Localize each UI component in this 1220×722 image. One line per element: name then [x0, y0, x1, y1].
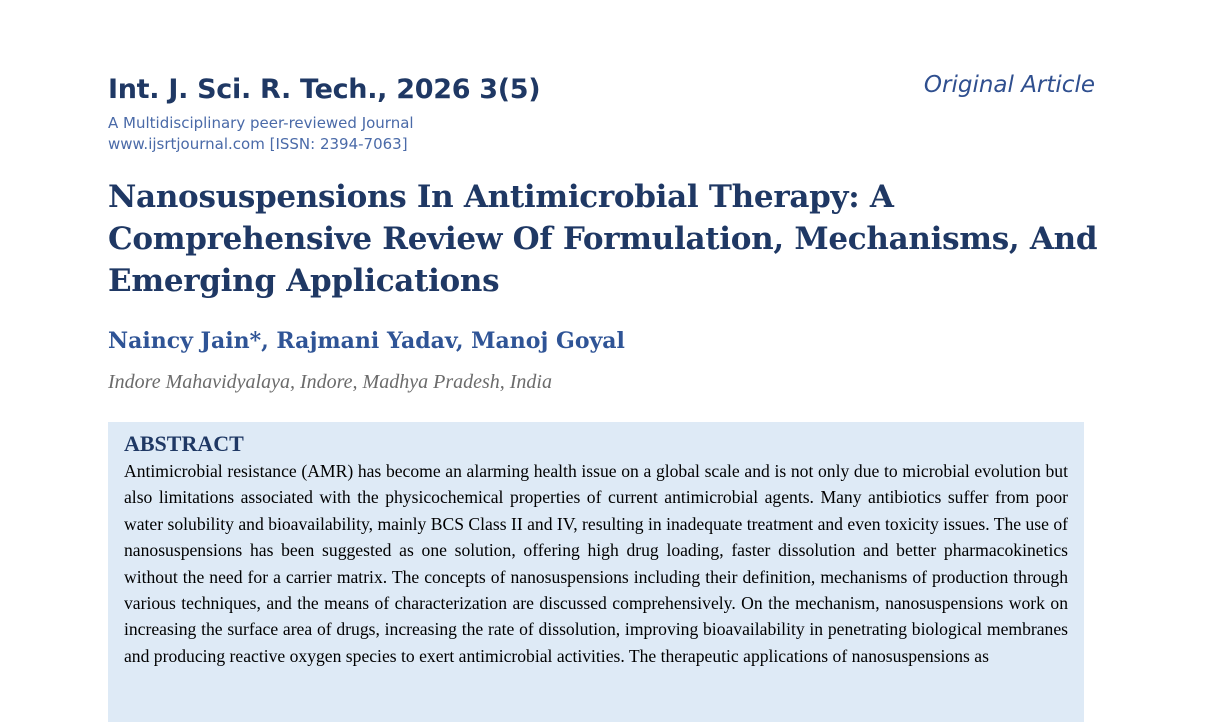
paper-title: Nanosuspensions In Antimicrobial Therapy: A Comprehensive Review Of Formulation, Mechanisms, And Emerging Applications — [108, 179, 1098, 299]
article-type-label: Original Article — [923, 72, 1095, 98]
author-list: Naincy Jain*, Rajmani Yadav, Manoj Goyal — [108, 328, 625, 354]
journal-info — [108, 113, 414, 155]
journal-tagline: A Multidisciplinary peer-reviewed Journal — [108, 114, 414, 132]
author-affiliation: Indore Mahavidyalaya, Indore, Madhya Pradesh, India — [108, 371, 552, 393]
journal-citation: Int. J. Sci. R. Tech., 2026 3(5) — [108, 74, 541, 105]
abstract-body: Antimicrobial resistance (AMR) has become an alarming health issue on a global scale and is not only due to microbial evolution but also limitations associated with the physicochemical properties of current antimicrobial agents. Many antibiotics suffer from poor water solubility and bioavailability, mainly BCS Class II and IV, resulting in inadequate treatment and even toxicity issues. The use of nanosuspensions has been suggested as one solution, offering high drug loading, faster dissolution and better pharmacokinetics without the need for a carrier matrix. The concepts of nanosuspensions including their definition, mechanisms of production through various techniques, and the means of characterization are discussed comprehensively. On the mechanism, nanosuspensions work on increasing the surface area of drugs, increasing the rate of dissolution, improving bioavailability in penetrating biological membranes and producing reactive oxygen species to exert antimicrobial activities. The therapeutic applications of nanosuspensions as — [124, 461, 1068, 666]
journal-website[interactable]: www.ijsrtjournal.com [ISSN: 2394-7063] — [108, 135, 408, 153]
abstract-section — [108, 422, 1084, 722]
abstract-heading: ABSTRACT — [124, 431, 244, 456]
